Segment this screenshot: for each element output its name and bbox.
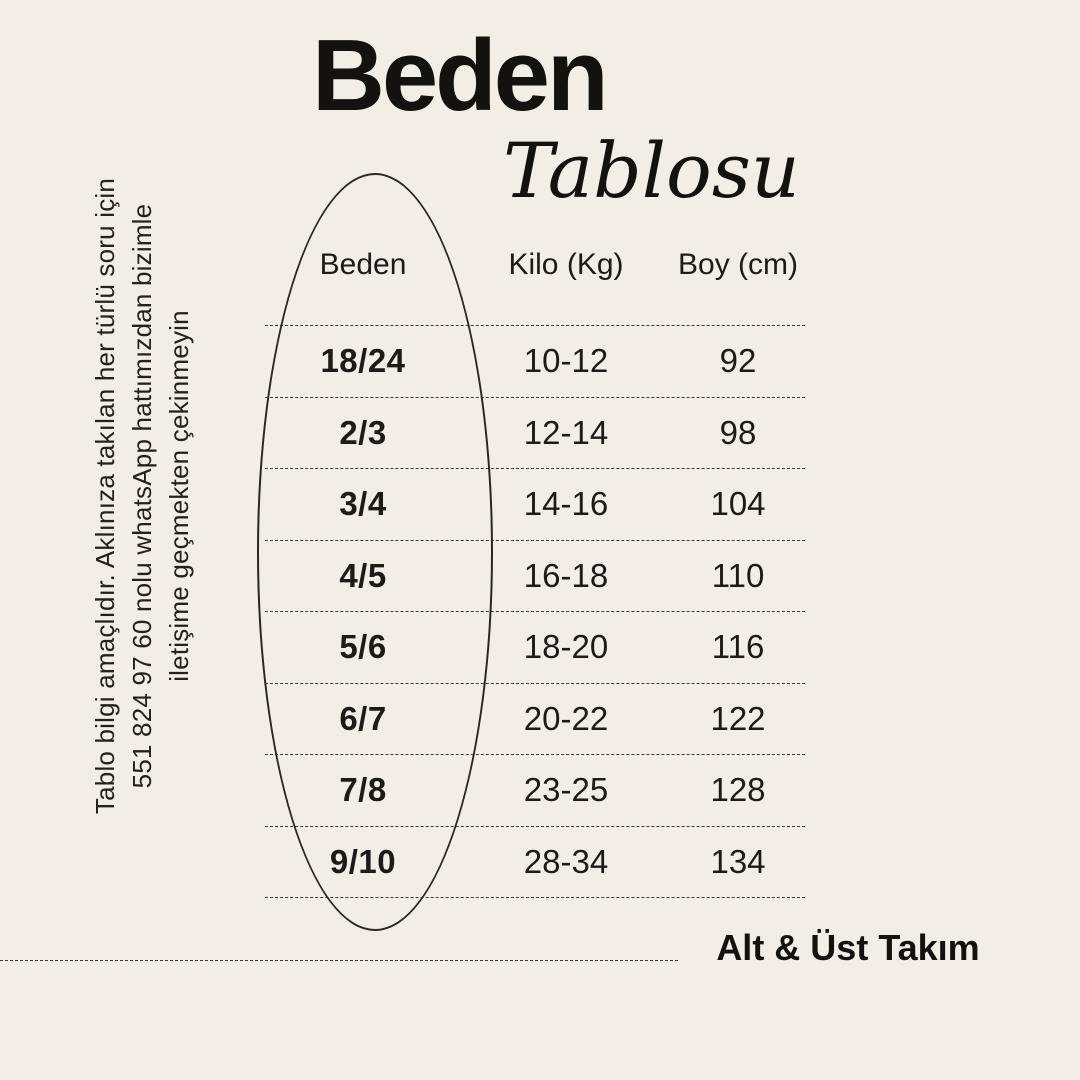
- cell-kilo: 20-22: [523, 699, 609, 737]
- side-note-line: iletişime geçmekten çekinmeyin: [164, 310, 194, 682]
- cell-beden: 18/24: [320, 342, 406, 380]
- cell-beden: 4/5: [339, 556, 387, 594]
- cell-boy: 134: [710, 842, 766, 880]
- cell-beden: 5/6: [339, 628, 387, 666]
- cell-beden: 6/7: [339, 699, 387, 737]
- cell-boy: 128: [710, 771, 766, 809]
- cell-boy: 116: [711, 628, 765, 666]
- cell-kilo: 28-34: [523, 842, 609, 880]
- table-row: [265, 468, 805, 540]
- cell-boy: 92: [719, 342, 757, 380]
- table-row: [265, 397, 805, 469]
- table-row: [265, 540, 805, 612]
- product-name-label: Alt & Üst Takım: [716, 927, 980, 968]
- cell-boy: 104: [710, 485, 766, 523]
- cell-beden: 7/8: [339, 771, 387, 809]
- table-row: [265, 611, 805, 683]
- size-table: [265, 228, 805, 898]
- cell-beden: 2/3: [339, 413, 387, 451]
- side-note-line: 551 824 97 60 nolu whatsApp hattımızdan bizimle: [127, 203, 157, 789]
- column-header-kilo: Kilo (Kg): [508, 248, 624, 281]
- cell-boy: 122: [710, 699, 766, 737]
- page-subtitle-script: Tablosu: [503, 126, 800, 215]
- cell-kilo: 14-16: [523, 485, 609, 523]
- column-header-boy: Boy (cm): [678, 248, 798, 281]
- cell-kilo: 10-12: [523, 342, 609, 380]
- table-body: [265, 325, 805, 898]
- cell-kilo: 23-25: [523, 771, 609, 809]
- cell-boy: 110: [711, 556, 765, 594]
- cell-beden: 9/10: [329, 842, 397, 880]
- table-row: [265, 826, 805, 898]
- table-row: [265, 683, 805, 755]
- cell-kilo: 18-20: [523, 628, 609, 666]
- table-row: [265, 754, 805, 826]
- footer-divider-line: [0, 960, 678, 961]
- cell-kilo: 16-18: [523, 556, 609, 594]
- cell-kilo: 12-14: [523, 413, 609, 451]
- cell-beden: 3/4: [339, 485, 387, 523]
- table-row: [265, 325, 805, 397]
- page-title: Beden: [312, 20, 606, 132]
- side-note-rotated: [87, 145, 199, 847]
- column-header-beden: Beden: [319, 248, 407, 281]
- table-header-row: [265, 228, 805, 325]
- side-note-line: Tablo bilgi amaçlıdır. Aklınıza takılan her türlü soru için: [90, 177, 120, 815]
- cell-boy: 98: [719, 413, 757, 451]
